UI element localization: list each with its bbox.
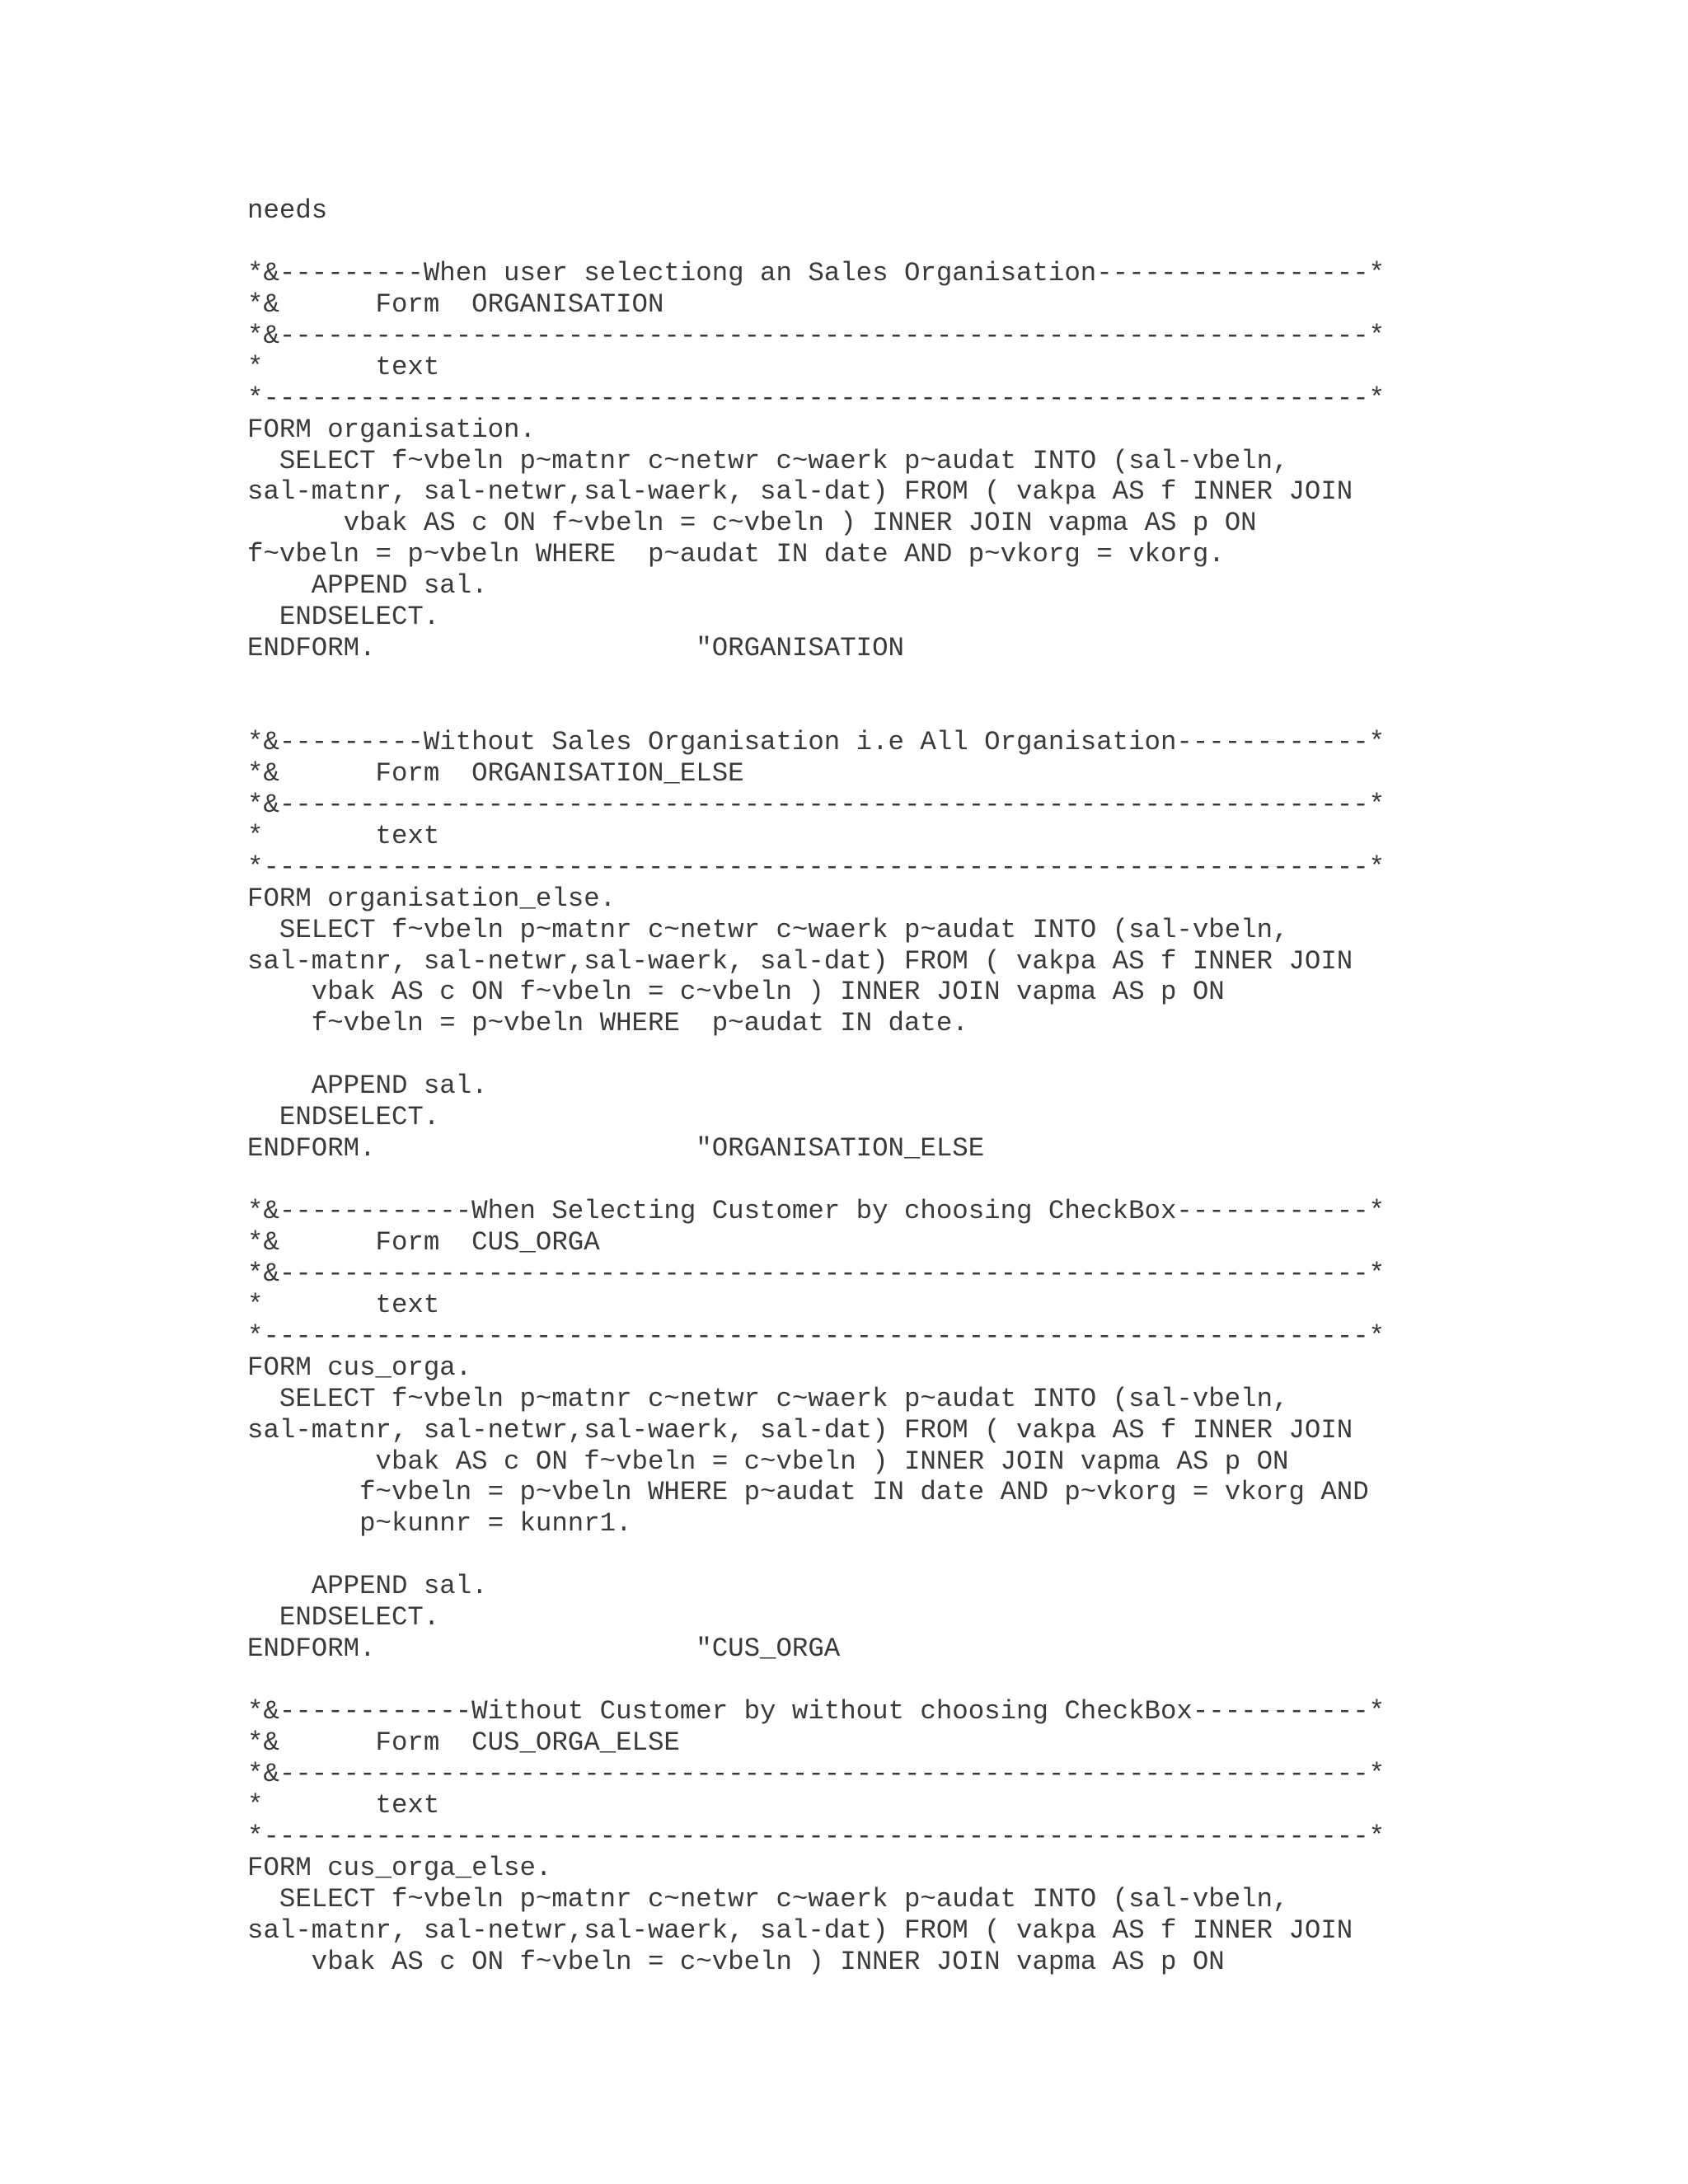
code-line: *---------------------------------------------------------------------* <box>247 851 1386 883</box>
code-line: sal-matnr, sal-netwr,sal-waerk, sal-dat) FROM ( vakpa AS f INNER JOIN <box>247 945 1353 977</box>
code-line: *&--------------------------------------------------------------------* <box>247 1758 1386 1789</box>
code-line: vbak AS c ON f~vbeln = c~vbeln ) INNER JOIN vapma AS p ON <box>247 508 1257 539</box>
code-line: needs <box>247 195 328 226</box>
code-line: FORM organisation_else. <box>247 883 617 914</box>
code-line: vbak AS c ON f~vbeln = c~vbeln ) INNER JOIN vapma AS p ON <box>247 977 1225 1008</box>
code-line: *&--------------------------------------------------------------------* <box>247 789 1386 820</box>
code-line: FORM organisation. <box>247 414 536 445</box>
code-line: *---------------------------------------------------------------------* <box>247 1821 1386 1852</box>
code-line: f~vbeln = p~vbeln WHERE p~audat IN date AND p~vkorg = vkorg. <box>247 539 1225 570</box>
code-line: *& Form CUS_ORGA_ELSE <box>247 1727 680 1758</box>
code-line <box>247 696 1385 727</box>
code-line <box>247 1665 1385 1696</box>
code-line <box>247 1540 1385 1571</box>
code-line: * text <box>247 1289 440 1320</box>
code-line: f~vbeln = p~vbeln WHERE p~audat IN date AND p~vkorg = vkorg AND <box>247 1477 1369 1508</box>
code-line: vbak AS c ON f~vbeln = c~vbeln ) INNER JOIN vapma AS p ON <box>247 1946 1225 1977</box>
code-line: APPEND sal. <box>247 570 488 602</box>
code-line: *& Form ORGANISATION_ELSE <box>247 757 744 789</box>
code-line: *&------------When Selecting Customer by choosing CheckBox------------* <box>247 1196 1386 1226</box>
code-line: *& Form CUS_ORGA <box>247 1226 600 1258</box>
code-line: * text <box>247 820 440 851</box>
code-line <box>247 227 1385 258</box>
code-line <box>247 1039 1385 1071</box>
code-line: ENDFORM. "ORGANISATION_ELSE <box>247 1133 985 1165</box>
code-line: *&---------Without Sales Organisation i.e All Organisation------------* <box>247 726 1386 757</box>
code-line <box>247 664 1385 696</box>
code-line: *---------------------------------------------------------------------* <box>247 382 1386 414</box>
code-line: *&---------When user selectiong an Sales Organisation-----------------* <box>247 257 1386 288</box>
code-line: ENDFORM. "ORGANISATION <box>247 633 904 664</box>
code-line: SELECT f~vbeln p~matnr c~netwr c~waerk p~audat INTO (sal-vbeln, <box>247 914 1289 945</box>
code-line: FORM cus_orga. <box>247 1352 472 1383</box>
code-line: *&--------------------------------------------------------------------* <box>247 320 1386 351</box>
code-line: * text <box>247 351 440 382</box>
code-line: SELECT f~vbeln p~matnr c~netwr c~waerk p~audat INTO (sal-vbeln, <box>247 445 1289 476</box>
code-line: vbak AS c ON f~vbeln = c~vbeln ) INNER JOIN vapma AS p ON <box>247 1446 1289 1477</box>
code-line: *&--------------------------------------------------------------------* <box>247 1258 1386 1289</box>
code-line: SELECT f~vbeln p~matnr c~netwr c~waerk p~audat INTO (sal-vbeln, <box>247 1383 1289 1414</box>
code-line: * text <box>247 1789 440 1821</box>
code-line: SELECT f~vbeln p~matnr c~netwr c~waerk p~audat INTO (sal-vbeln, <box>247 1883 1289 1915</box>
code-line <box>247 1165 1385 1196</box>
code-line: sal-matnr, sal-netwr,sal-waerk, sal-dat) FROM ( vakpa AS f INNER JOIN <box>247 1414 1353 1446</box>
code-line: sal-matnr, sal-netwr,sal-waerk, sal-dat) FROM ( vakpa AS f INNER JOIN <box>247 1915 1353 1946</box>
code-listing <box>247 195 1385 1977</box>
code-line: *---------------------------------------------------------------------* <box>247 1320 1386 1352</box>
code-line: ENDSELECT. <box>247 1602 440 1633</box>
code-line: ENDFORM. "CUS_ORGA <box>247 1633 841 1665</box>
code-line: p~kunnr = kunnr1. <box>247 1508 632 1540</box>
code-line: ENDSELECT. <box>247 1102 440 1133</box>
code-line: APPEND sal. <box>247 1571 488 1602</box>
code-line: sal-matnr, sal-netwr,sal-waerk, sal-dat) FROM ( vakpa AS f INNER JOIN <box>247 476 1353 508</box>
code-line: *&------------Without Customer by without choosing CheckBox-----------* <box>247 1696 1386 1727</box>
code-line: FORM cus_orga_else. <box>247 1852 552 1883</box>
code-line: ENDSELECT. <box>247 602 440 633</box>
code-line: f~vbeln = p~vbeln WHERE p~audat IN date. <box>247 1008 968 1039</box>
code-line: APPEND sal. <box>247 1071 488 1102</box>
code-line: *& Form ORGANISATION <box>247 288 664 320</box>
